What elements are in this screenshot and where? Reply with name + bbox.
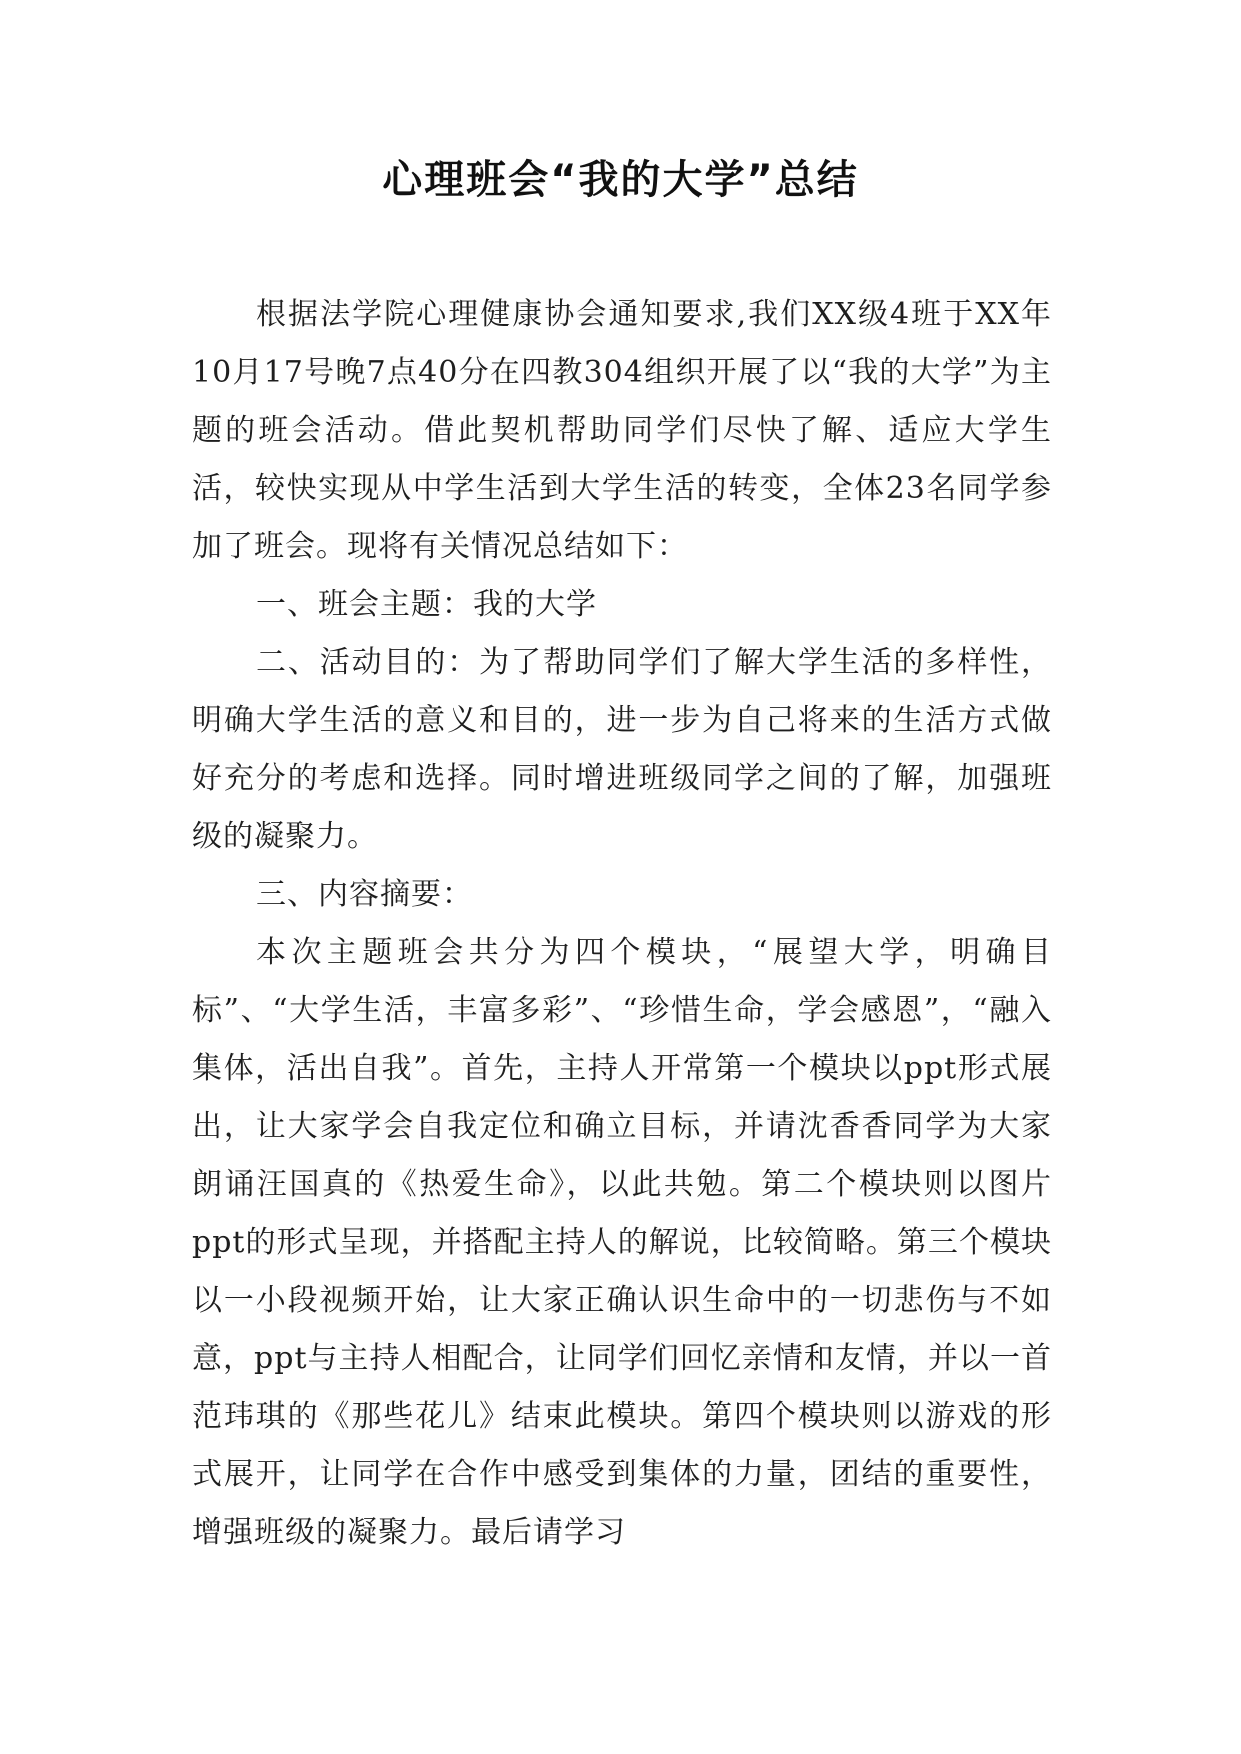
paragraph-summary-heading: 三、内容摘要： xyxy=(256,877,473,912)
paragraph-theme: 一、班会主题：我的大学 xyxy=(256,587,597,622)
paragraph-purpose: 二、活动目的：为了帮助同学们了解大学生活的多样性，明确大学生活的意义和目的，进一步为自己将来的生活方式做好充分的考虑和选择。同时增进班级同学之间的了解，加强班级的凝聚力。 xyxy=(192,645,1052,854)
document-body xyxy=(192,286,1052,1562)
paragraph-summary-content: 本次主题班会共分为四个模块，“展望大学，明确目标”、“大学生活，丰富多彩”、“珍惜生命，学会感恩”，“融入集体，活出自我”。首先，主持人开常第一个模块以ppt形式展出，让大家学会自我定位和确立目标，并请沈香香同学为大家朗诵汪国真的《热爱生命》，以此共勉。第二个模块则以图片ppt的形式呈现，并搭配主持人的解说，比较简略。第三个模块以一小段视频开始，让大家正确认识生命中的一切悲伤与不如意，ppt与主持人相配合，让同学们回忆亲情和友情，并以一首范玮琪的《那些花儿》结束此模块。第四个模块则以游戏的形式展开，让同学在合作中感受到集体的力量，团结的重要性，增强班级的凝聚力。最后请学习 xyxy=(192,935,1052,1550)
paragraph-intro: 根据法学院心理健康协会通知要求,我们XX级4班于XX年10月17号晚7点40分在四教304组织开展了以“我的大学”为主题的班会活动。借此契机帮助同学们尽快了解、适应大学生活，较快实现从中学生活到大学生活的转变，全体23名同学参加了班会。现将有关情况总结如下： xyxy=(192,297,1052,564)
document-title: 心理班会“我的大学”总结 xyxy=(382,157,859,203)
